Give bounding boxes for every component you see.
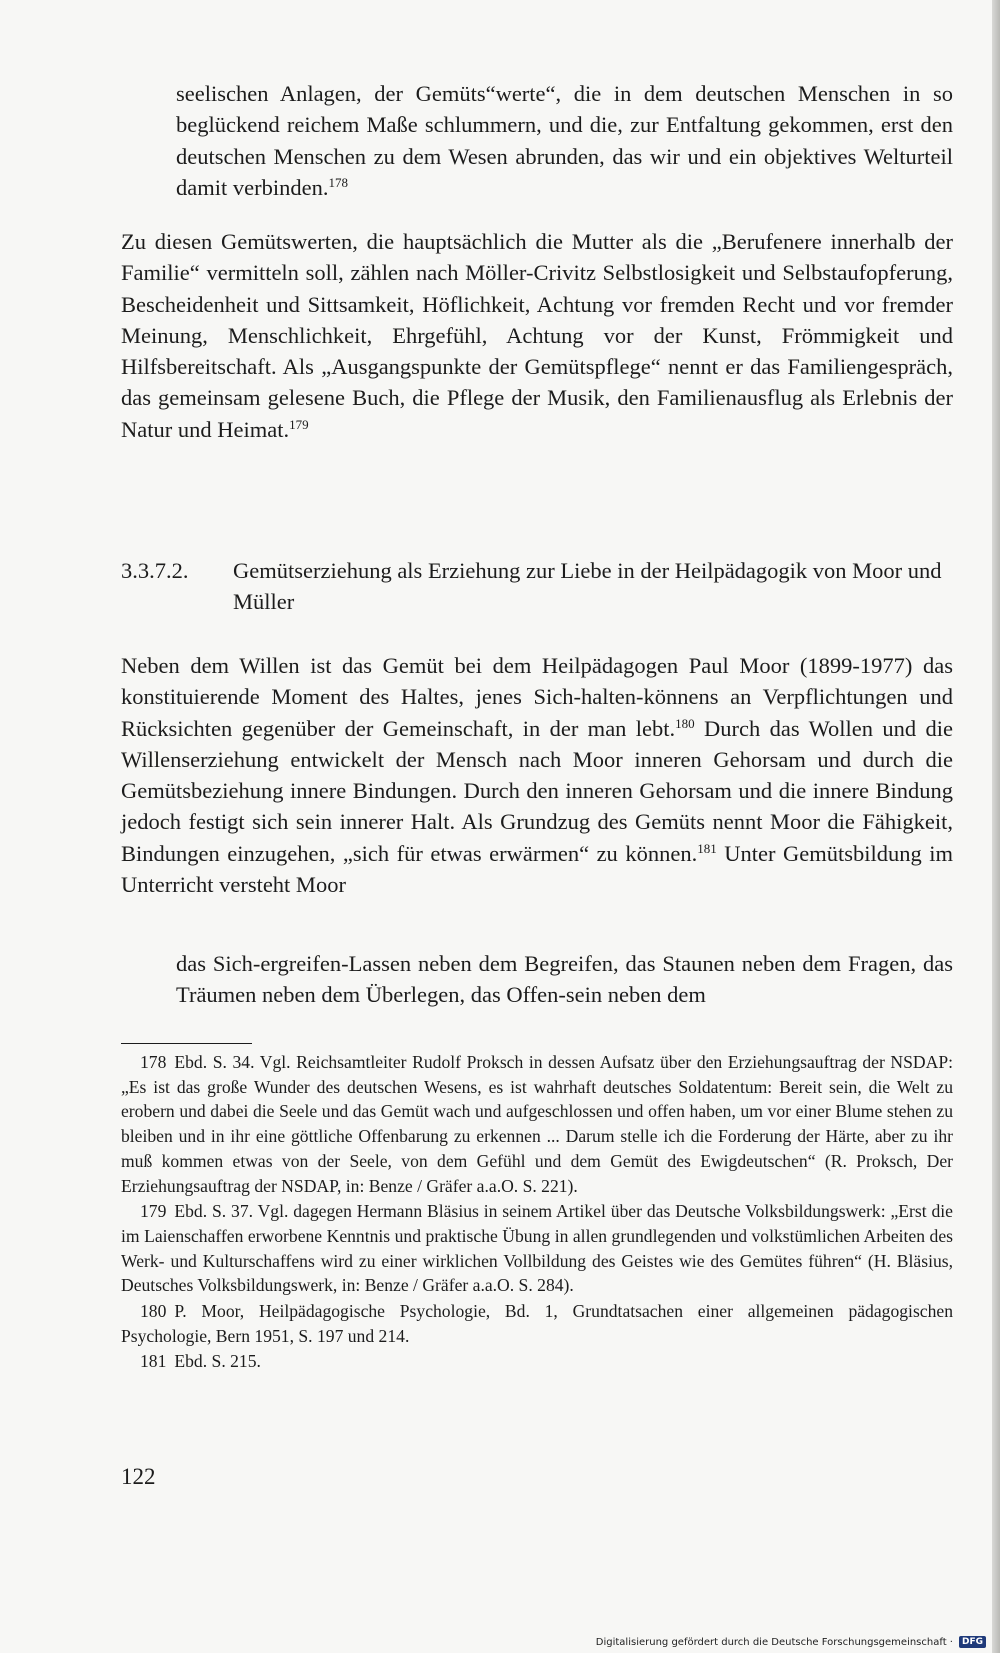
footnote-text: Ebd. S. 37. Vgl. dagegen Hermann Bläsius in seinem Artikel über das Deutsche Volksbildungswerk: „Erst die im Laienschaffen erworbene Kenntnis und praktische Übung in allen grundlegenden und volkstümlichen Arbeiten des Werk- und Kulturschaffens wird zu einer wirklichen Vollbildung des Geistes wie des Gemütes führen“ (H. Bläsius, Deutsches Volksbildungswerk, in: Benze / Gräfer a.a.O. S. 284). <box>121 1201 953 1296</box>
quote-text: seelischen Anlagen, der Gemüts“werte“, die in dem deutschen Menschen in so beglückend reichem Maße schlummern, und die, zur Entfaltung gekommen, erst den deutschen Menschen zu dem Wesen abrunden, das wir und ein objektives Welturteil damit verbinden. <box>176 81 953 200</box>
paragraph-text-a: Neben dem Willen ist das Gemüt bei dem Heilpädagogen Paul Moor (1899-1977) das konstituierende Moment des Haltes, jenes Sich-halten-könnens an Verpflichtungen und Rücksichten gegenüber der Gemeinschaft, in der man lebt. <box>121 653 953 741</box>
block-quote-1 <box>176 78 953 203</box>
credit-text: Digitalisierung gefördert durch die Deutsche Forschungsgemeinschaft · <box>595 1636 953 1648</box>
footnote-number: 180 <box>140 1301 167 1322</box>
footnotes <box>121 1050 953 1375</box>
paragraph-1 <box>121 226 953 445</box>
dfg-logo: DFG <box>959 1636 986 1648</box>
page-number: 122 <box>121 1464 156 1489</box>
paragraph-2 <box>121 650 953 900</box>
block-quote-2 <box>176 948 953 1011</box>
footnote-ref-180: 180 <box>675 715 695 731</box>
footnote-text: Ebd. S. 215. <box>174 1351 261 1372</box>
footnote-ref-179: 179 <box>289 416 309 432</box>
footnote-179 <box>121 1199 953 1298</box>
footnote-text: Ebd. S. 34. Vgl. Reichsamtleiter Rudolf Proksch in dessen Aufsatz über den Erziehungsauftrag der NSDAP: „Es ist das große Wunder des deutschen Wesens, es ist wahrhaft deutsches Soldatentum: Bereit sein, die Welt zu erobern und dabei die Seele und das Gemüt wach und aufgeschlossen und offen haben, um vor einer Blume stehen zu bleiben und in ihr eine göttliche Offenbarung zu erkennen ... Darum stelle ich die Forderung der Härte, aber zu ihr muß kommen etwas von der Seele, von dem Gefühl und dem Gemüt des Ewigdeutschen“ (R. Proksch, Der Erziehungsauftrag der NSDAP, in: Benze / Gräfer a.a.O. S. 221). <box>121 1052 953 1196</box>
paragraph-text-b: Durch das Wollen und die Willenserziehung entwickelt der Mensch nach Moor inneren Gehorsam und durch die Gemütsbeziehung innere Bindungen. Durch den inneren Gehorsam und die innere Bindung jedoch festigt sich sein innerer Halt. Als Grundzug des Gemüts nennt Moor die Fähigkeit, Bindungen einzugehen, „sich für etwas erwärmen“ zu können. <box>121 715 954 866</box>
footnote-180 <box>121 1299 953 1348</box>
footnote-ref-178: 178 <box>328 174 348 190</box>
footnote-divider <box>121 1043 252 1044</box>
section-title: Gemütserziehung als Erziehung zur Liebe in der Heilpädagogik von Moor und Müller <box>233 558 942 615</box>
footnote-ref-181: 181 <box>697 840 717 856</box>
paragraph-text-c: Unter Gemütsbildung im Unterricht versteht Moor <box>121 840 953 898</box>
paragraph-text: Zu diesen Gemütswerten, die hauptsächlich die Mutter als die „Berufenere innerhalb der Familie“ vermitteln soll, zählen nach Möller-Crivitz Selbstlosigkeit und Selbstaufopferung, Bescheidenheit und Sittsamkeit, Höflichkeit, Achtung vor fremden Recht und vor fremder Meinung, Menschlichkeit, Ehrgefühl, Achtung vor der Kunst, Frömmigkeit und Hilfsbereitschaft. Als „Ausgangspunkte der Gemütspflege“ nennt er das Familiengespräch, das gemeinsam gelesene Buch, die Pflege der Musik, den Familienausflug als Erlebnis der Natur und Heimat. <box>121 229 953 442</box>
footnote-number: 178 <box>140 1052 167 1072</box>
footnote-178 <box>121 1050 953 1198</box>
footnote-text: P. Moor, Heilpädagogische Psychologie, Bd. 1, Grundtatsachen einer allgemeinen pädagogischen Psychologie, Bern 1951, S. 197 und 214. <box>121 1301 953 1346</box>
digitization-credit <box>596 1636 986 1648</box>
footnote-number: 181 <box>140 1351 167 1372</box>
page-edge-shadow <box>992 0 1000 1653</box>
footnote-181 <box>121 1349 953 1374</box>
footnote-number: 179 <box>140 1201 167 1222</box>
section-number: 3.3.7.2. <box>121 558 189 583</box>
quote-text: das Sich-ergreifen-Lassen neben dem Begreifen, das Staunen neben dem Fragen, das Träumen neben dem Überlegen, das Offen-sein neben dem <box>176 951 953 1008</box>
